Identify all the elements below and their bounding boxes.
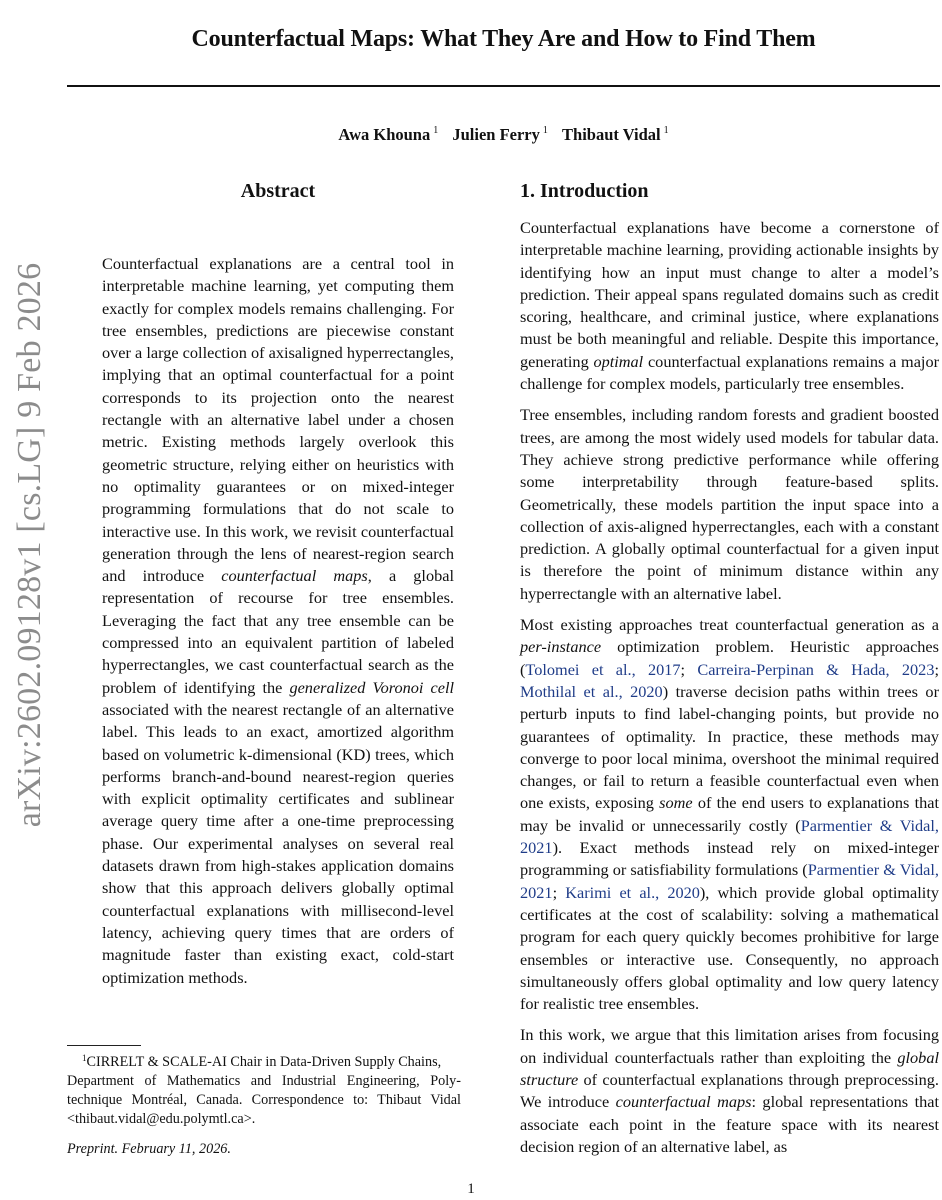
citation-link[interactable]: Tolomei et al., 2017 <box>525 659 681 679</box>
page-number: 1 <box>467 1181 475 1197</box>
author-name: Julien Ferry $^1$ <box>452 125 548 144</box>
footnote-divider <box>67 1045 141 1046</box>
abstract-heading: Abstract <box>240 180 316 202</box>
abstract-body: Counterfactual explanations are a central tool in interpretable machine learning, yet computing them exactly for complex models remains challenging. For tree ensembles, predictions are piecewise constant over a large collection of axisaligned hyperrectangles, implying that an optimal counterfactual for a point corresponds to its projection onto the nearest rectangle with an alternative label under a chosen metric. Existing methods largely overlook this geometric structure, relying either on heuristics with no optimality guarantees or on mixed-integer programming formulations that do not scale to interactive use. In this work, we revisit counterfactual generation through the lens of nearest-region search and introduce counterfactual maps, a global representation of recourse for tree ensembles. Leveraging the fact that any tree ensemble can be compressed into an equivalent partition of labeled hyperrectangles, we cast counterfactual search as the problem of identifying the generalized Voronoi cell associated with the nearest rectangle of an alternative label. This leads to an exact, amortized algorithm based on volumetric k-dimensional (KD) trees, which performs branch-and-bound nearest-region queries with explicit optimality certificates and sublinear average query time after a one-time preprocessing phase. Our experimental analyses on several real datasets drawn from high-stakes application domains show that this approach delivers globally optimal counterfactual explanations with millisecond-level latency, achieving query times that are orders of magnitude faster than existing exact, cold-start optimization methods. <box>102 254 454 987</box>
title-divider <box>67 85 940 87</box>
right-column <box>520 180 939 1158</box>
footnote-marker: 1 <box>82 1053 87 1063</box>
introduction-heading: 1. Introduction <box>520 180 649 202</box>
affiliation-footnote: $^1$CIRRELT & SCALE-AI Chair in Data-Driven Supply Chains, Department of Mathematics and Industrial Engineering, Polytechnique Montréal, Canada. Correspondence to: Thibaut Vidal <thibaut.vidal@edu.polymtl.ca>. <box>67 1053 461 1127</box>
intro-paragraph-2: Tree ensembles, including random forests and gradient boosted trees, are among the most widely used models for tabular data. They achieve strong predictive performance while offering some interpretability through feature-based splits. Geometrically, these models partition the input space into a collection of axis-aligned hyperrectangles, each with a constant prediction. A globally optimal counterfactual for a given input is therefore the point of minimum distance within any hyperrectangle with an alternative label. <box>520 405 939 603</box>
author-name: Thibaut Vidal $^1$ <box>562 125 669 144</box>
affiliation-marker: 1 <box>542 125 548 136</box>
paper-title: Counterfactual Maps: What They Are and How to Find Them <box>191 26 816 52</box>
author-list <box>67 125 940 145</box>
author-name: Awa Khouna $^1$ <box>338 125 439 144</box>
intro-paragraph-4: In this work, we argue that this limitation arises from focusing on individual counterfactuals rather than exploiting the global structure of counterfactual explanations through preprocessing. We introduce counterfactual maps: global representations that associate each point in the feature space with its nearest decision region of an alternative label, as <box>520 1025 939 1156</box>
citation-link[interactable]: Mothilal et al., 2020 <box>520 681 663 701</box>
left-column <box>102 180 454 989</box>
citation-link[interactable]: Karimi et al., 2020 <box>565 882 700 902</box>
intro-paragraph-3: Most existing approaches treat counterfactual generation as a per-instance optimization problem. Heuristic approaches (Tolomei et al., 2017; Carreira-Perpinan & Hada, 2023; Mothilal et al., 2020) traverse decision paths within trees or perturb inputs to find label-changing points, but provide no guarantees of optimality. In practice, these methods may converge to poor local minima, overshoot the minimal required changes, or fail to return a feasible counterfactual even when one exists, exposing some of the end users to explanations that may be invalid or unnecessarily costly (Parmentier & Vidal, 2021). Exact methods instead rely on mixed-integer programming or satisfiability formulations (Parmentier & Vidal, 2021; Karimi et al., 2020), which provide global optimality certificates at the cost of scalability: solving a mathematical program for each query quickly becomes prohibitive for large ensembles or interactive use. Consequently, no approach simultaneously offers global optimality and low query latency for realistic tree ensembles. <box>520 615 939 1014</box>
citation-link[interactable]: Parmentier & Vidal, 2021 <box>520 815 939 858</box>
affiliation-marker: 1 <box>433 125 439 136</box>
arxiv-identifier-stamp: arXiv:2602.09128v1 [cs.LG] 9 Feb 2026 <box>11 262 48 828</box>
intro-paragraph-1: Counterfactual explanations have become a cornerstone of interpretable machine learning, providing actionable insights by identifying how an input must change to alter a model’s prediction. Their appeal spans regulated domains such as credit scoring, healthcare, and criminal justice, where explanations must be both meaningful and reliable. Despite this importance, generating optimal counterfactual explanations remains a major challenge for complex models, particularly tree ensembles. <box>520 218 940 394</box>
affiliation-marker: 1 <box>663 125 669 136</box>
citation-link[interactable]: Parmentier & Vidal, 2021 <box>520 860 939 902</box>
preprint-note: Preprint. February 11, 2026. <box>67 1141 231 1157</box>
citation-link[interactable]: Carreira-Perpinan & Hada, 2023 <box>697 659 935 679</box>
